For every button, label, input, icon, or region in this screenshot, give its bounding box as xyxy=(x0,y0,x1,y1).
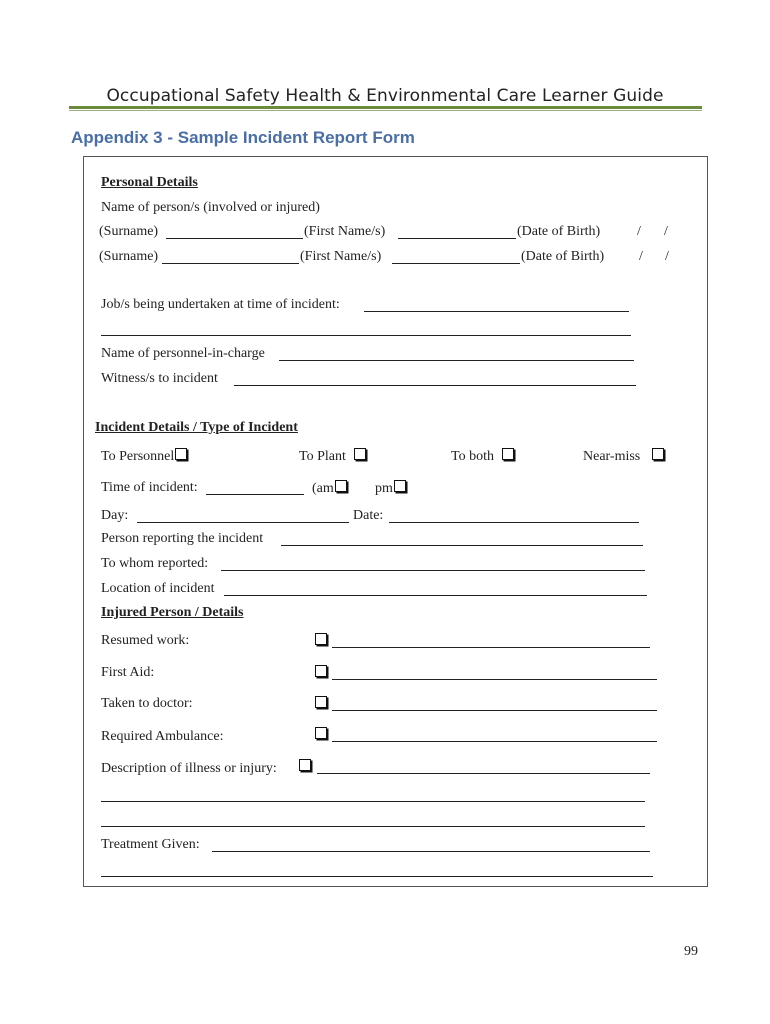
description-field-line-3[interactable] xyxy=(101,814,645,827)
first-aid-field[interactable] xyxy=(332,667,657,680)
to-both-label: To both xyxy=(451,449,494,464)
required-ambulance-checkbox[interactable] xyxy=(315,727,327,739)
person-reporting-label: Person reporting the incident xyxy=(101,531,264,546)
location-label: Location of incident xyxy=(101,581,215,596)
job-field[interactable] xyxy=(364,299,629,312)
treatment-given-field[interactable] xyxy=(212,839,650,852)
to-personnel-label: To Personnel xyxy=(101,449,175,464)
am-label: (am xyxy=(312,481,334,496)
near-miss-option[interactable] xyxy=(583,448,664,465)
name-of-persons-label: Name of person/s (involved or injured) xyxy=(101,200,320,215)
appendix-title: Appendix 3 - Sample Incident Report Form xyxy=(71,128,415,147)
header-rule-thin xyxy=(69,110,702,111)
first-name-label-2: (First Name/s) xyxy=(300,249,382,264)
dob-slash-2b: / xyxy=(665,249,669,264)
required-ambulance-label: Required Ambulance: xyxy=(101,729,224,744)
taken-to-doctor-field[interactable] xyxy=(332,698,657,711)
dob-label-2: (Date of Birth) xyxy=(521,249,605,264)
pm-label: pm xyxy=(375,481,393,496)
dob-slash-1b: / xyxy=(664,224,668,239)
location-field[interactable] xyxy=(224,583,647,596)
surname-label-2: (Surname) xyxy=(99,249,159,264)
description-label: Description of illness or injury: xyxy=(101,761,277,776)
resumed-work-checkbox[interactable] xyxy=(315,633,327,645)
resumed-work-label: Resumed work: xyxy=(101,633,190,648)
person-reporting-field[interactable] xyxy=(281,533,643,546)
to-plant-option[interactable] xyxy=(299,448,366,465)
treatment-given-field-line-2[interactable] xyxy=(101,864,653,877)
witness-label: Witness/s to incident xyxy=(101,371,218,386)
first-name-label-1: (First Name/s) xyxy=(304,224,386,239)
document-header-title: Occupational Safety Health & Environmental Care Learner Guide xyxy=(106,86,664,106)
to-plant-checkbox[interactable] xyxy=(354,448,366,460)
to-whom-reported-label: To whom reported: xyxy=(101,556,209,571)
to-personnel-option[interactable] xyxy=(101,448,187,465)
am-option[interactable] xyxy=(312,480,347,497)
required-ambulance-field[interactable] xyxy=(332,729,657,742)
header-rule xyxy=(69,106,702,109)
description-checkbox[interactable] xyxy=(299,759,311,771)
personal-details-heading: Personal Details xyxy=(101,175,198,190)
first-name-field-2[interactable] xyxy=(392,251,520,264)
am-checkbox[interactable] xyxy=(335,480,347,492)
time-of-incident-field[interactable] xyxy=(206,482,304,495)
first-name-field-1[interactable] xyxy=(398,226,516,239)
surname-field-2[interactable] xyxy=(162,251,299,264)
first-aid-label: First Aid: xyxy=(101,665,155,680)
page-number: 99 xyxy=(684,944,698,959)
description-field[interactable] xyxy=(317,761,650,774)
to-whom-reported-field[interactable] xyxy=(221,558,645,571)
surname-field-1[interactable] xyxy=(166,226,303,239)
treatment-given-label: Treatment Given: xyxy=(101,837,200,852)
incident-details-heading: Incident Details / Type of Incident xyxy=(95,420,298,435)
personnel-in-charge-field[interactable] xyxy=(279,348,634,361)
injured-person-heading: Injured Person / Details xyxy=(101,605,244,620)
taken-to-doctor-checkbox[interactable] xyxy=(315,696,327,708)
personnel-in-charge-label: Name of personnel-in-charge xyxy=(101,346,265,361)
job-label: Job/s being undertaken at time of incident: xyxy=(101,297,340,312)
dob-slash-1a: / xyxy=(637,224,641,239)
to-plant-label: To Plant xyxy=(299,449,346,464)
time-of-incident-label: Time of incident: xyxy=(101,480,198,495)
first-aid-checkbox[interactable] xyxy=(315,665,327,677)
to-both-option[interactable] xyxy=(451,448,514,465)
date-field[interactable] xyxy=(389,510,639,523)
near-miss-checkbox[interactable] xyxy=(652,448,664,460)
description-field-line-2[interactable] xyxy=(101,789,645,802)
near-miss-label: Near-miss xyxy=(583,449,641,464)
to-both-checkbox[interactable] xyxy=(502,448,514,460)
dob-slash-2a: / xyxy=(639,249,643,264)
pm-checkbox[interactable] xyxy=(394,480,406,492)
date-label: Date: xyxy=(353,508,384,523)
day-label: Day: xyxy=(101,508,129,523)
surname-label-1: (Surname) xyxy=(99,224,159,239)
day-field[interactable] xyxy=(137,510,349,523)
witness-field[interactable] xyxy=(234,373,636,386)
resumed-work-field[interactable] xyxy=(332,635,650,648)
job-field-continued[interactable] xyxy=(101,323,631,336)
pm-option[interactable] xyxy=(375,480,406,497)
to-personnel-checkbox[interactable] xyxy=(175,448,187,460)
dob-label-1: (Date of Birth) xyxy=(517,224,601,239)
taken-to-doctor-label: Taken to doctor: xyxy=(101,696,193,711)
